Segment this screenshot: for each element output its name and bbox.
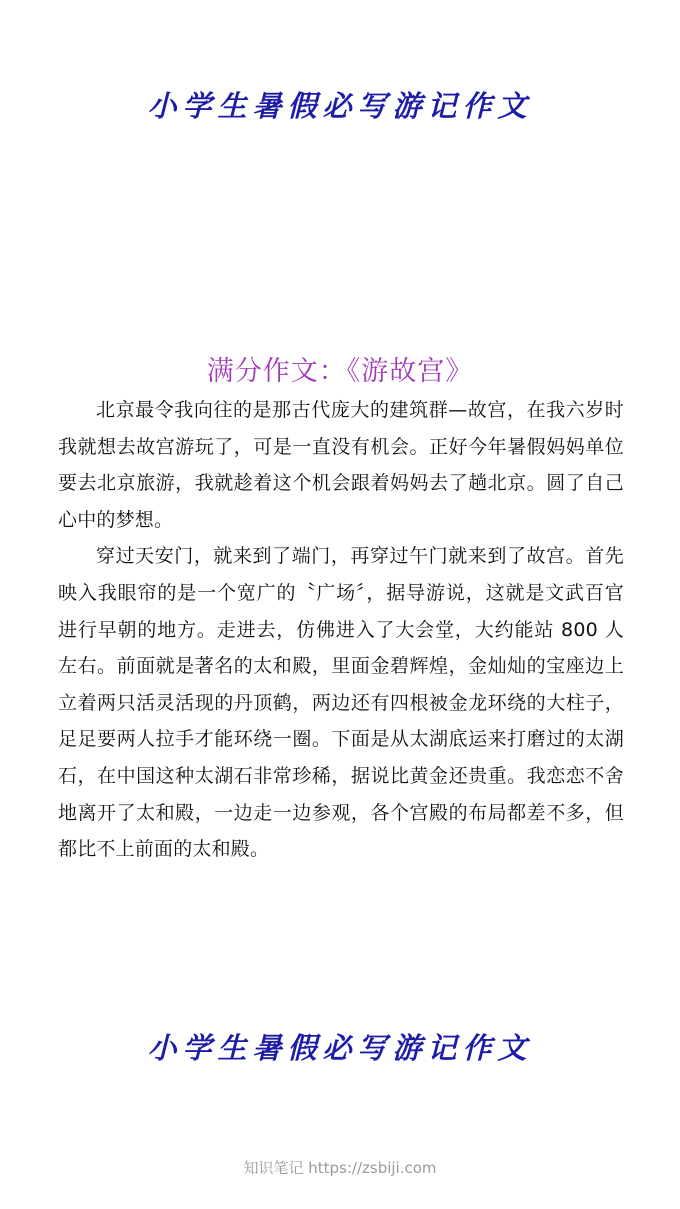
article-paragraph-1: 北京最令我向往的是那古代庞大的建筑群—故宫，在我六岁时我就想去故宫游玩了，可是一直没有机会。正好今年暑假妈妈单位要去北京旅游，我就趁着这个机会跟着妈妈去了趟北京。圆了自己心中的梦想。 — [58, 399, 624, 531]
page-footer-title: 小学生暑假必写游记作文 — [147, 1031, 533, 1065]
article-body — [58, 392, 624, 868]
page-header-title: 小学生暑假必写游记作文 — [147, 89, 533, 123]
article-paragraph-2: 穿过天安门，就来到了端门，再穿过午门就来到了故宫。首先映入我眼帘的是一个宽广的〝广场〞，据导游说，这就是文武百官进行早朝的地方。走进去，仿佛进入了大会堂，大约能站 800 人左右。前面就是著名的太和殿，里面金碧辉煌，金灿灿的宝座边上立着两只活灵活现的丹顶鹤，两边还有四根被金龙环绕的大柱子，足足要两人拉手才能环绕一圈。下面是从太湖底运来打磨过的太湖石，在中国这种太湖石非常珍稀，据说比黄金还贵重。我恋恋不舍地离开了太和殿，一边走一边参观，各个宫殿的布局都差不多，但都比不上前面的太和殿。 — [58, 545, 624, 861]
site-watermark: 知识笔记 https://zsbiji.com — [243, 1159, 437, 1177]
article-title: 满分作文：《游故宫》 — [206, 356, 474, 387]
